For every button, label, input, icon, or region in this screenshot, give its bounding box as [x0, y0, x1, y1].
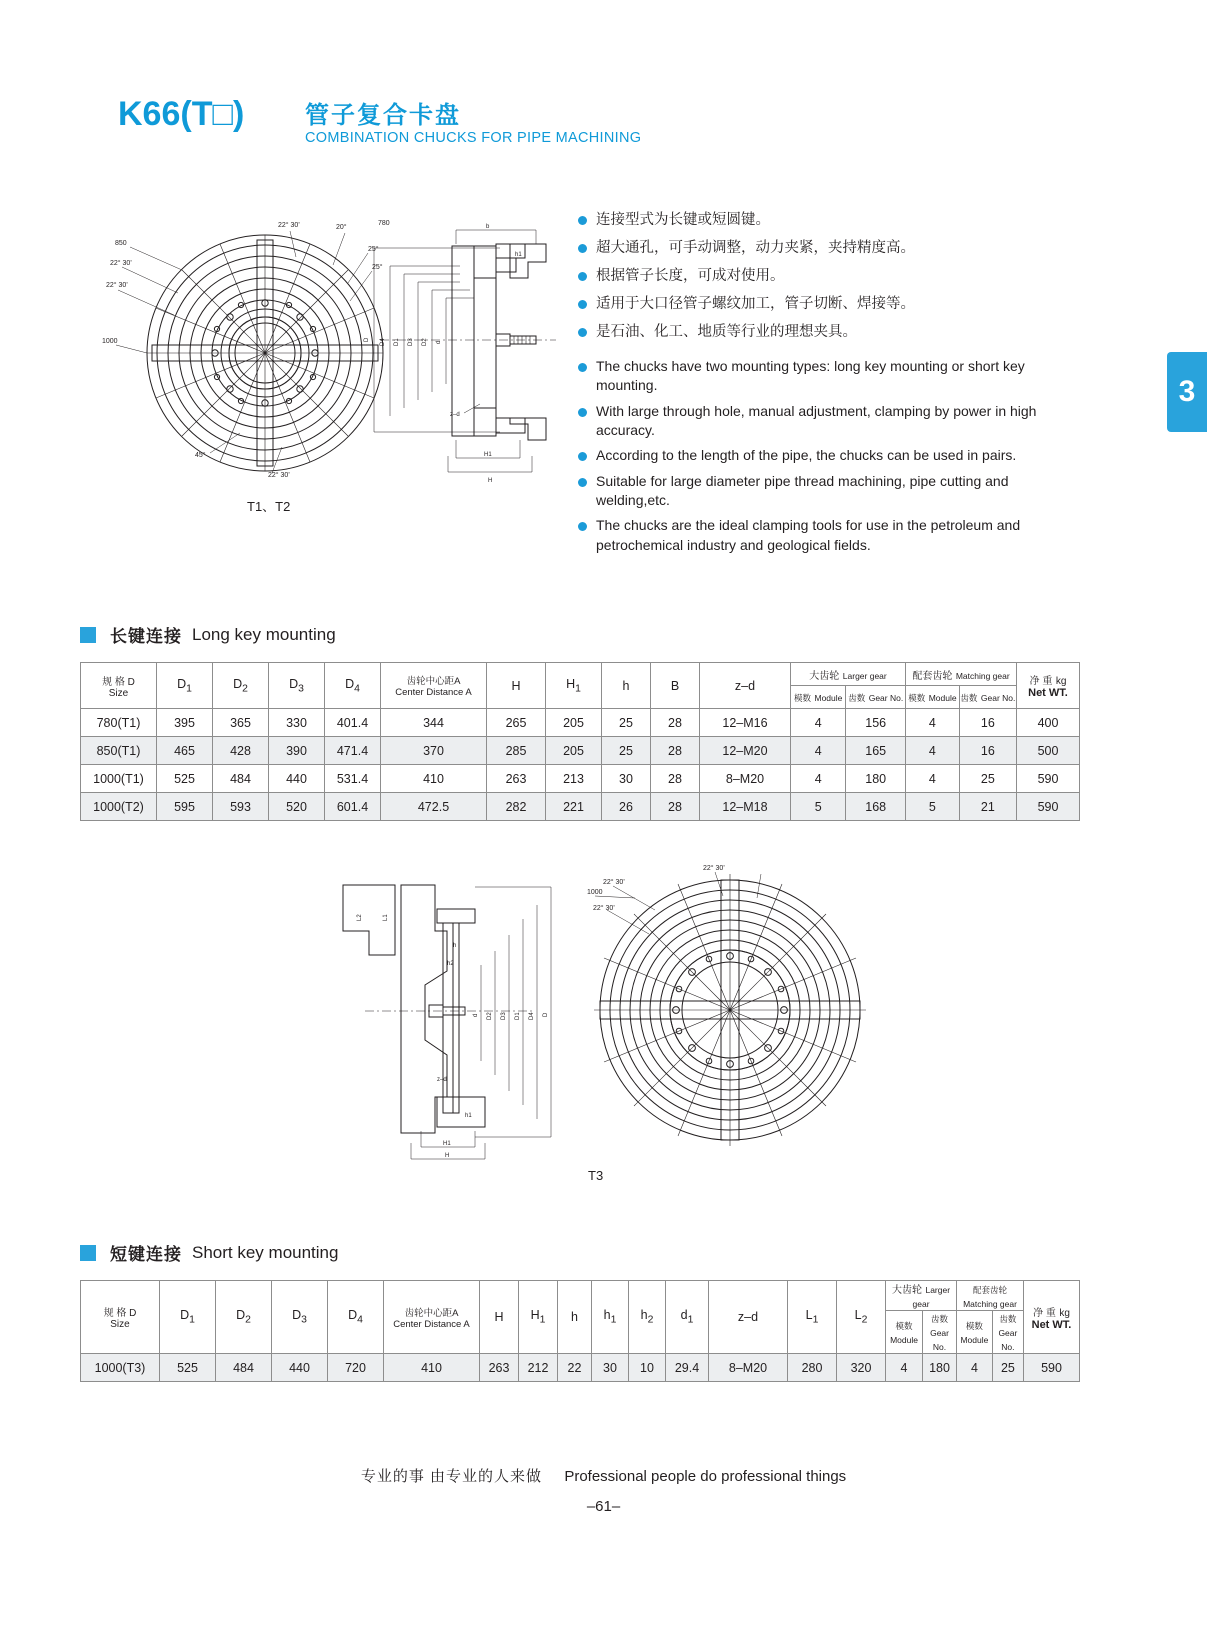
cell-h: 285	[487, 737, 546, 765]
table-row	[81, 1354, 1080, 1382]
cell-center-distance: 344	[381, 709, 487, 737]
cell-d3: 440	[272, 1354, 328, 1382]
col-d3-sub: 3	[301, 1314, 307, 1326]
svg-text:D3: D3	[408, 338, 414, 346]
feature-text: 超大通孔，可手动调整，动力夹紧，夹持精度高。	[596, 240, 915, 257]
cell-center-distance: 410	[384, 1354, 480, 1382]
svg-text:22° 30': 22° 30'	[603, 879, 625, 886]
cell-larger-gearno: 180	[846, 765, 906, 793]
col-mm-en: Module	[960, 1335, 989, 1345]
section-marker-icon	[80, 627, 96, 643]
col-center-en: Center Distance A	[393, 1318, 470, 1330]
col-lm-cn: 模数	[793, 693, 811, 703]
bullet-dot-icon	[578, 244, 587, 253]
svg-text:45°: 45°	[195, 452, 206, 459]
svg-text:22° 30': 22° 30'	[110, 260, 132, 267]
col-small-h: h	[571, 1310, 578, 1324]
col-h-2-sub: 2	[647, 1314, 654, 1326]
section-title-english: Long key mounting	[192, 624, 336, 644]
cell-size: 1000(T1)	[81, 765, 157, 793]
col-d3: D	[292, 1308, 302, 1323]
bullet-dot-icon	[578, 478, 587, 487]
feature-text: According to the length of the pipe, the chucks can be used in pairs.	[596, 447, 1017, 464]
cell-l1: 280	[788, 1354, 837, 1382]
list-item	[578, 266, 1048, 287]
col-d3-sub: 3	[298, 683, 304, 695]
section-title-chinese: 长键连接	[110, 627, 182, 646]
list-item	[578, 357, 1048, 396]
cell-net-weight: 590	[1024, 1354, 1080, 1382]
cell-h1: 205	[546, 709, 602, 737]
svg-text:22° 30': 22° 30'	[268, 472, 290, 479]
col-zd: z–d	[734, 678, 756, 693]
col-lg-cn: 齿数	[931, 1314, 949, 1324]
svg-text:22° 30': 22° 30'	[593, 905, 615, 912]
svg-text:D3: D3	[501, 1012, 507, 1020]
cell-d3: 520	[269, 793, 325, 821]
col-l1: L	[805, 1308, 813, 1323]
col-net-wt-en: Net WT.	[1031, 1318, 1072, 1331]
cell-d1: 395	[157, 709, 213, 737]
col-d2: D	[233, 676, 243, 691]
col-net-wt-cn: 净 重	[1033, 1307, 1056, 1319]
col-dd1-sub: 1	[687, 1314, 694, 1326]
svg-text:b: b	[486, 224, 490, 230]
footer-slogan-english: Professional people do professional things	[564, 1468, 847, 1485]
svg-text:1000: 1000	[102, 338, 118, 345]
col-d2-sub: 2	[245, 1314, 251, 1326]
feature-text: The chucks are the ideal clamping tools for use in the petroleum and petrochemical industry and geological fields.	[596, 517, 1021, 553]
svg-text:H1: H1	[484, 452, 492, 458]
svg-text:D1: D1	[394, 338, 400, 346]
cell-d1: 595	[157, 793, 213, 821]
cell-h: 282	[487, 793, 546, 821]
cell-d4: 401.4	[325, 709, 381, 737]
feature-text: With large through hole, manual adjustment, clamping by power in high accuracy.	[596, 402, 1037, 438]
svg-text:1000: 1000	[587, 889, 603, 896]
col-d4: D	[345, 676, 355, 691]
cell-d4: 601.4	[325, 793, 381, 821]
bullet-dot-icon	[578, 272, 587, 281]
cell-size: 850(T1)	[81, 737, 157, 765]
cell-hh: 26	[602, 793, 651, 821]
col-matching-gear-en: Matching gear	[963, 1298, 1017, 1309]
feature-text: Suitable for large diameter pipe thread machining, pipe cutting and welding,etc.	[596, 472, 1009, 508]
cell-b: 28	[651, 793, 700, 821]
section-heading-short-key	[80, 1240, 338, 1265]
svg-text:z–d: z–d	[437, 1077, 447, 1083]
cell-d1: 465	[157, 737, 213, 765]
col-net-wt-unit: kg	[1055, 676, 1067, 687]
cell-h1: 205	[546, 737, 602, 765]
svg-text:D4: D4	[529, 1012, 535, 1020]
list-item	[578, 446, 1048, 465]
long-key-spec-table	[80, 662, 1080, 821]
col-lg-cn: 齿数	[848, 693, 866, 703]
col-d1: D	[177, 676, 187, 691]
svg-text:D2: D2	[422, 338, 428, 346]
bullet-dot-icon	[578, 522, 587, 531]
cell-d3: 330	[269, 709, 325, 737]
cell-hh: 30	[602, 765, 651, 793]
cell-h1: 212	[519, 1354, 558, 1382]
cell-size: 1000(T3)	[81, 1354, 160, 1382]
cell-center-distance: 410	[381, 765, 487, 793]
svg-text:25°: 25°	[368, 246, 379, 253]
cell-d1: 525	[160, 1354, 216, 1382]
col-lm-cn: 模数	[895, 1321, 913, 1331]
col-size-cn: 规 格 D	[102, 676, 135, 688]
page-title-chinese: 管子复合卡盘	[305, 102, 461, 129]
col-d4: D	[348, 1308, 358, 1323]
col-mg-en: Gear No.	[998, 1328, 1018, 1352]
feature-text: 适用于大口径管子螺纹加工，管子切断、焊接等。	[596, 296, 915, 313]
col-net-wt-unit: kg	[1059, 1307, 1070, 1319]
col-matching-gear-cn: 配套齿轮	[973, 1284, 1008, 1295]
svg-text:h: h	[453, 943, 457, 949]
svg-text:d: d	[473, 1013, 479, 1017]
svg-text:850: 850	[115, 240, 127, 247]
col-h1: H	[566, 676, 576, 691]
bullet-dot-icon	[578, 363, 587, 372]
bullet-dot-icon	[578, 452, 587, 461]
short-key-spec-table	[80, 1280, 1080, 1382]
table-row	[81, 737, 1080, 765]
col-d4-sub: 4	[354, 683, 360, 695]
svg-text:h1: h1	[515, 252, 522, 258]
cell-h-2: 10	[629, 1354, 666, 1382]
col-mm-cn: 模数	[908, 693, 926, 703]
col-h1: H	[530, 1308, 540, 1323]
list-item	[578, 322, 1048, 343]
col-net-wt-cn: 净 重	[1029, 676, 1053, 687]
col-d1: D	[180, 1308, 190, 1323]
cell-matching-module: 4	[906, 737, 960, 765]
col-matching-gear-en: Matching gear	[955, 670, 1010, 681]
page-section-tab: 3	[1167, 352, 1207, 432]
cell-center-distance: 472.5	[381, 793, 487, 821]
list-item	[578, 238, 1048, 259]
col-size-cn: 规 格 D	[103, 1308, 137, 1319]
col-net-wt-en: Net WT.	[1028, 687, 1068, 699]
svg-text:D: D	[364, 337, 370, 342]
col-l2: L	[854, 1308, 862, 1323]
cell-zd: 12–M20	[700, 737, 791, 765]
section-heading-long-key	[80, 622, 336, 647]
col-mm-en: Module	[928, 693, 957, 703]
svg-text:D4: D4	[380, 338, 386, 346]
col-h: H	[511, 678, 521, 693]
feature-text: 连接型式为长键或短圆键。	[596, 212, 770, 228]
cell-zd: 12–M16	[700, 709, 791, 737]
cell-net-weight: 400	[1017, 709, 1080, 737]
cell-d4: 471.4	[325, 737, 381, 765]
bullet-dot-icon	[578, 216, 587, 225]
bullet-dot-icon	[578, 300, 587, 309]
col-hh: h	[622, 678, 630, 693]
col-mg-en: Gear No.	[980, 693, 1016, 703]
cell-matching-gearno: 21	[959, 793, 1016, 821]
cell-hh: 25	[602, 709, 651, 737]
cell-d4: 531.4	[325, 765, 381, 793]
cell-h1: 213	[546, 765, 602, 793]
svg-text:z–d: z–d	[450, 412, 460, 418]
cell-larger-module: 4	[791, 765, 846, 793]
col-dd1: d	[680, 1308, 688, 1323]
col-lg-en: Gear No.	[868, 693, 904, 703]
svg-text:780: 780	[378, 220, 390, 227]
svg-text:22° 30': 22° 30'	[278, 222, 300, 229]
list-item	[578, 210, 1048, 231]
cell-net-weight: 590	[1017, 765, 1080, 793]
cell-net-weight: 590	[1017, 793, 1080, 821]
cell-larger-module: 5	[791, 793, 846, 821]
col-larger-gear-en: Larger gear	[842, 670, 887, 681]
col-d3: D	[289, 676, 299, 691]
cell-d2: 593	[213, 793, 269, 821]
feature-text: The chucks have two mounting types: long key mounting or short key mounting.	[596, 358, 1025, 394]
page-number: –61–	[586, 1498, 621, 1515]
cell-dd1: 29.4	[666, 1354, 709, 1382]
col-h1-sub: 1	[575, 683, 581, 695]
svg-text:20°: 20°	[336, 224, 347, 231]
col-larger-gear-cn: 大齿轮	[891, 1285, 922, 1296]
page-model-code: K66(T□)	[118, 95, 245, 133]
col-mg-cn: 齿数	[999, 1314, 1017, 1324]
col-d2-sub: 2	[242, 683, 248, 695]
svg-text:H: H	[445, 1153, 450, 1159]
svg-text:22° 30': 22° 30'	[106, 282, 128, 289]
svg-text:L2: L2	[357, 914, 363, 921]
cell-matching-module: 4	[957, 1354, 993, 1382]
svg-text:d: d	[436, 340, 442, 344]
cell-matching-module: 5	[906, 793, 960, 821]
cell-net-weight: 500	[1017, 737, 1080, 765]
col-h1-sub: 1	[539, 1314, 546, 1326]
col-l2-sub: 2	[861, 1314, 868, 1326]
svg-text:H1: H1	[443, 1141, 451, 1147]
list-item	[578, 516, 1048, 555]
cell-d2: 365	[213, 709, 269, 737]
svg-text:H: H	[488, 478, 493, 483]
cell-d3: 390	[269, 737, 325, 765]
section-view-drawing-t3	[325, 865, 575, 1165]
col-d1-sub: 1	[186, 683, 192, 695]
svg-text:D: D	[543, 1012, 549, 1017]
cell-larger-module: 4	[791, 737, 846, 765]
cell-b: 28	[651, 737, 700, 765]
list-item	[578, 402, 1048, 441]
feature-text: 是石油、化工、地质等行业的理想夹具。	[596, 324, 857, 341]
cell-matching-module: 4	[906, 765, 960, 793]
cell-zd: 8–M20	[709, 1354, 788, 1382]
svg-text:D2: D2	[487, 1012, 493, 1020]
cell-larger-gearno: 156	[846, 709, 906, 737]
table-row	[81, 709, 1080, 737]
svg-text:D1: D1	[515, 1012, 521, 1020]
drawing-caption-t1t2: T1、T2	[247, 499, 291, 514]
cell-hh: 25	[602, 737, 651, 765]
cell-size: 1000(T2)	[81, 793, 157, 821]
table-row	[81, 765, 1080, 793]
cell-d2: 428	[213, 737, 269, 765]
cell-larger-gearno: 165	[846, 737, 906, 765]
cell-larger-gearno: 180	[923, 1354, 957, 1382]
cell-b: 28	[651, 765, 700, 793]
cell-d3: 440	[269, 765, 325, 793]
cell-h-1: 30	[592, 1354, 629, 1382]
drawing-caption-t3: T3	[588, 1168, 604, 1183]
cell-matching-gearno: 16	[959, 737, 1016, 765]
svg-text:L1: L1	[383, 914, 389, 921]
col-h-2: h	[640, 1308, 648, 1323]
cell-d4: 720	[328, 1354, 384, 1382]
cell-l2: 320	[837, 1354, 886, 1382]
cell-size: 780(T1)	[81, 709, 157, 737]
footer-slogan	[0, 1465, 1207, 1486]
table-row	[81, 793, 1080, 821]
col-mg-cn: 齿数	[960, 693, 978, 703]
page-title-english: COMBINATION CHUCKS FOR PIPE MACHINING	[305, 130, 642, 146]
features-list-english	[578, 357, 1048, 561]
col-larger-gear-en: Larger gear	[912, 1285, 951, 1309]
col-size-en: Size	[108, 687, 129, 699]
front-view-drawing-t3	[585, 862, 875, 1162]
cell-larger-gearno: 168	[846, 793, 906, 821]
cell-matching-gearno: 25	[992, 1354, 1023, 1382]
col-size-en: Size	[110, 1319, 130, 1330]
cell-center-distance: 370	[381, 737, 487, 765]
features-list-chinese	[578, 210, 1048, 350]
col-lm-en: Module	[814, 693, 843, 703]
col-d2: D	[236, 1308, 246, 1323]
col-h-1: h	[603, 1308, 611, 1323]
cell-zd: 12–M18	[700, 793, 791, 821]
col-zd: z–d	[737, 1310, 759, 1324]
list-item	[578, 472, 1048, 511]
bullet-dot-icon	[578, 328, 587, 337]
cell-h: 265	[487, 709, 546, 737]
col-h-1-sub: 1	[610, 1314, 617, 1326]
section-title-chinese: 短键连接	[110, 1245, 182, 1264]
cell-h: 263	[487, 765, 546, 793]
cell-h: 263	[480, 1354, 519, 1382]
svg-text:22° 30': 22° 30'	[703, 865, 725, 872]
section-marker-icon	[80, 1245, 96, 1261]
col-center-cn: 齿轮中心距A	[404, 1307, 459, 1319]
col-mm-cn: 模数	[965, 1321, 983, 1331]
cell-b: 28	[651, 709, 700, 737]
col-larger-gear-cn: 大齿轮	[809, 670, 840, 682]
feature-text: 根据管子长度，可成对使用。	[596, 268, 785, 285]
cell-d2: 484	[213, 765, 269, 793]
cell-small-h: 22	[558, 1354, 592, 1382]
col-d4-sub: 4	[357, 1314, 363, 1326]
cell-d2: 484	[216, 1354, 272, 1382]
section-view-drawing-t1t2	[360, 218, 560, 483]
col-h: H	[494, 1310, 504, 1324]
col-b: B	[670, 678, 680, 693]
svg-text:25°: 25°	[372, 264, 383, 271]
col-center-en: Center Distance A	[395, 687, 472, 698]
cell-matching-gearno: 25	[959, 765, 1016, 793]
svg-text:h1: h1	[465, 1113, 472, 1119]
cell-matching-module: 4	[906, 709, 960, 737]
cell-d1: 525	[157, 765, 213, 793]
list-item	[578, 294, 1048, 315]
col-d1-sub: 1	[189, 1314, 195, 1326]
col-lm-en: Module	[890, 1335, 918, 1345]
col-matching-gear-cn: 配套齿轮	[912, 670, 953, 682]
bullet-dot-icon	[578, 408, 587, 417]
col-l1-sub: 1	[812, 1314, 819, 1326]
svg-text:h2: h2	[447, 961, 454, 967]
section-title-english: Short key mounting	[192, 1242, 339, 1262]
col-center-cn: 齿轮中心距A	[406, 676, 461, 687]
cell-larger-module: 4	[791, 709, 846, 737]
cell-larger-module: 4	[886, 1354, 923, 1382]
footer-slogan-chinese: 专业的事 由专业的人来做	[360, 1468, 542, 1485]
cell-matching-gearno: 16	[959, 709, 1016, 737]
cell-zd: 8–M20	[700, 765, 791, 793]
col-lg-en: Gear No.	[930, 1328, 949, 1352]
cell-h1: 221	[546, 793, 602, 821]
